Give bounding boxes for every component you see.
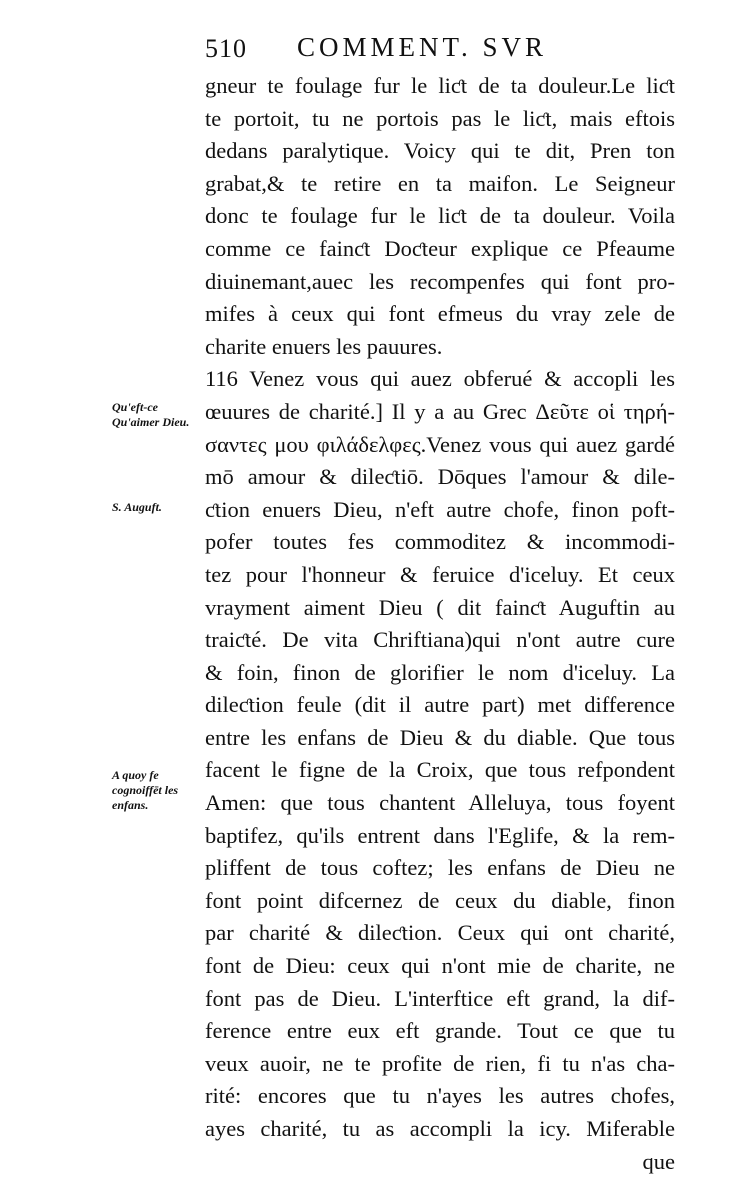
text-line: vrayment aiment Dieu ( dit fainƈt Auguftin au <box>205 594 675 620</box>
text-line: dileƈtion feule (dit il autre part) met difference <box>205 692 675 718</box>
text-line: pliffent de tous coftez; les enfans de Dieu ne <box>205 855 675 881</box>
text-line: te portoit, tu ne portois pas le liƈt, mais eftois <box>205 105 675 131</box>
text-line: tez pour l'honneur & feruice d'iceluy. Et ceux <box>205 561 675 587</box>
text-line: font pas de Dieu. L'interftice eft grand, la dif- <box>205 985 675 1011</box>
catchword: que <box>642 1148 675 1174</box>
text-line: gneur te foulage fur le liƈt de ta douleur.Le liƈt <box>205 73 675 98</box>
text-line: traiƈté. De vita Chriftiana)qui n'ont autre cure <box>205 627 675 653</box>
text-line: veux auoir, ne te profite de rien, fi tu n'as cha- <box>205 1050 675 1076</box>
body-text <box>205 70 675 1178</box>
text-line: grabat,& te retire en ta maifon. Le Seigneur <box>205 170 675 196</box>
text-line: font de Dieu: ceux qui n'ont mie de charite, ne <box>205 953 675 979</box>
margin-note: A quoy fe cognoiffēt les enfans. <box>112 768 179 812</box>
text-line: charite enuers les pauures. <box>205 333 443 359</box>
text-line: rité: encores que tu n'ayes les autres chofes, <box>205 1083 675 1109</box>
text-line: Amen: que tous chantent Alleluya, tous foyent <box>205 790 675 816</box>
text-line: ference entre eux eft grande. Tout ce que tu <box>205 1018 675 1044</box>
text-line: donc te foulage fur le liƈt de ta douleur. Voila <box>205 203 675 229</box>
text-line: ƈtion enuers Dieu, n'eft autre chofe, finon poft- <box>205 496 675 522</box>
text-line: σαντες μου φιλάδελφες.Venez vous qui auez gardé <box>205 431 675 457</box>
margin-note: S. Auguft. <box>112 500 162 514</box>
text-line: baptifez, qu'ils entrent dans l'Eglife, & la rem- <box>205 822 675 848</box>
text-line: diuinemant,auec les recompenfes qui font pro- <box>205 268 675 294</box>
text-line: comme ce fainƈt Doƈteur explique ce Pfeaume <box>205 235 675 261</box>
text-line: œuures de charité.] Il y a au Grec Δεῦτε οἱ τηρή- <box>205 398 675 424</box>
text-line: pofer toutes fes commoditez & incommodi- <box>205 529 675 555</box>
running-title: COMMENT. SVR <box>297 32 548 62</box>
text-line: facent le figne de la Croix, que tous refpondent <box>205 757 675 783</box>
text-line: entre les enfans de Dieu & du diable. Que tous <box>205 724 675 750</box>
page-number: 510 <box>205 34 247 63</box>
text-line: 116 Venez vous qui auez obferué & accopli les <box>205 366 675 392</box>
text-line: mifes à ceux qui font efmeus du vray zele de <box>205 301 675 327</box>
text-line: font point difcernez de ceux du diable, finon <box>205 887 675 913</box>
text-line: & foin, finon de glorifier le nom d'iceluy. La <box>205 659 675 685</box>
margin-note: Qu'eft-ce Qu'aimer Dieu. <box>112 400 190 429</box>
text-line: mō amour & dileƈtiō. Dōques l'amour & dile- <box>205 464 675 490</box>
running-header <box>205 30 675 70</box>
text-line: dedans paralytique. Voicy qui te dit, Pren ton <box>205 138 675 164</box>
text-line: ayes charité, tu as accompli la icy. Miferable <box>205 1116 675 1141</box>
text-line: par charité & dileƈtion. Ceux qui ont charité, <box>205 920 675 946</box>
